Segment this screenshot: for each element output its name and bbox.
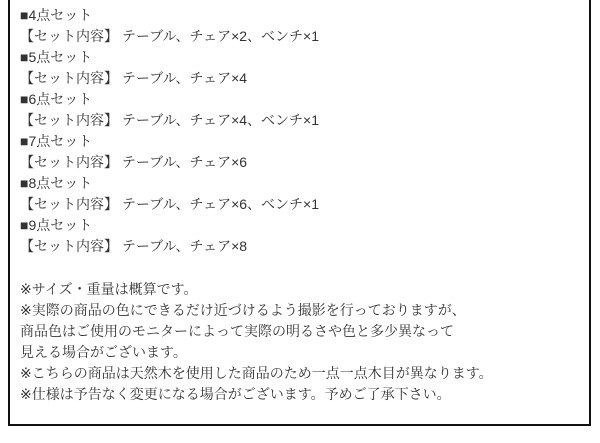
set-name: ■8点セット xyxy=(20,175,93,191)
note-line: ※こちらの商品は天然木を使用した商品のため一点一点木目が異なります。 xyxy=(20,365,493,381)
set-contents: 【セット内容】 テーブル、チェア×4、ベンチ×1 xyxy=(20,112,320,128)
notes-list xyxy=(20,279,579,405)
note-line: 見える場合がございます。 xyxy=(20,344,187,360)
note-line: ※サイズ・重量は概算です。 xyxy=(20,281,198,297)
set-list xyxy=(20,5,579,257)
product-spec-panel xyxy=(8,0,591,426)
set-name: ■4点セット xyxy=(20,7,93,23)
note-line: ※実際の商品の色にできるだけ近づけるよう撮影を行っておりますが、 xyxy=(20,302,466,318)
set-name: ■6点セット xyxy=(20,91,93,107)
set-contents: 【セット内容】 テーブル、チェア×4 xyxy=(20,70,248,86)
set-name: ■5点セット xyxy=(20,49,93,65)
set-name: ■9点セット xyxy=(20,217,93,233)
set-contents: 【セット内容】 テーブル、チェア×8 xyxy=(20,238,248,254)
note-line: ※仕様は予告なく変更になる場合がございます。予めご了承下さい。 xyxy=(20,386,451,402)
set-name: ■7点セット xyxy=(20,133,93,149)
set-contents: 【セット内容】 テーブル、チェア×6 xyxy=(20,154,248,170)
set-contents: 【セット内容】 テーブル、チェア×2、ベンチ×1 xyxy=(20,28,320,44)
note-line: 商品色はご使用のモニターによって実際の明るさや色と多少異なって xyxy=(20,323,454,339)
set-contents: 【セット内容】 テーブル、チェア×6、ベンチ×1 xyxy=(20,196,320,212)
